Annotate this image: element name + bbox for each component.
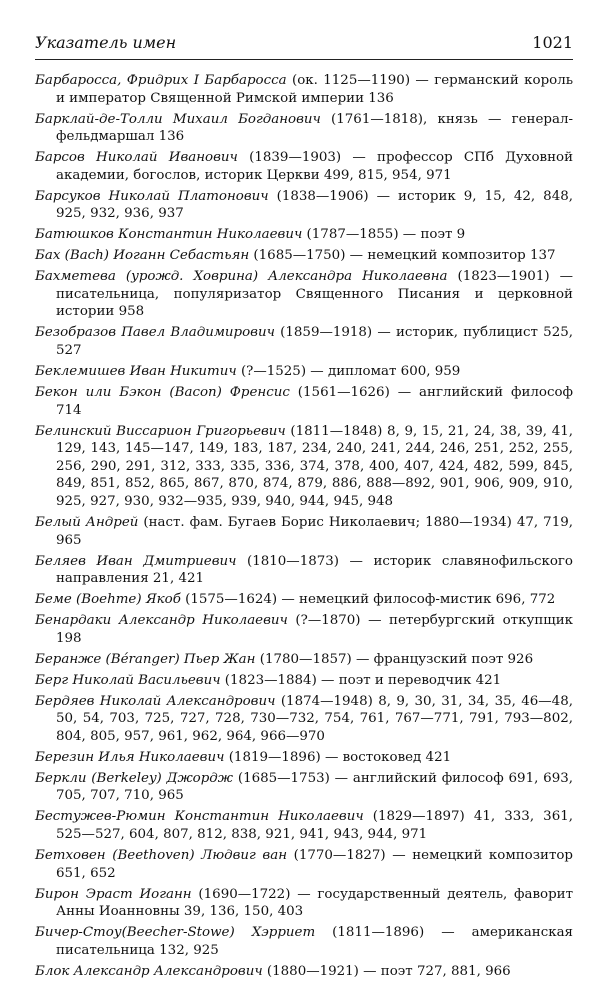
entry-name: Бекон или Бэкон (Bacon) Френсис — [35, 385, 290, 401]
entry-details: (ок. 1125—1190) — германский король и император Священной Римской империи 136 — [56, 73, 574, 106]
entry-details: (1811—1896) — американская писательница 132, 925 — [56, 925, 573, 958]
entry-details: (1838—1906) — историк 9, 15, 42, 848, 925, 932, 936, 937 — [56, 188, 573, 222]
index-entry — [35, 672, 573, 690]
entry-details: (1780—1857) — французский поэт 926 — [255, 651, 534, 667]
entry-details: (1575—1624) — немецкий философ-мистик 696, 772 — [180, 592, 556, 608]
index-entry — [35, 514, 573, 549]
entry-details: (1874—1948) 8, 9, 30, 31, 34, 35, 46—48, 50, 54, 703, 725, 727, 728, 730—732, 754, 761, 767—771, 791, 793—802, 804, 805, 957, 961, 962, 964, 966—970 — [56, 693, 573, 744]
entry-details: (1685—1750) — немецкий композитор 137 — [249, 248, 556, 264]
index-entry — [35, 363, 573, 381]
entry-details: (наст. фам. Бугаев Борис Николаевич; 1880—1934) 47, 719, 965 — [56, 514, 573, 548]
entry-name: Барклай-де-Толли Михаил Богданович — [35, 111, 321, 127]
running-title: Указатель имен — [35, 33, 177, 52]
entry-name: Бирон Эраст Иоганн — [35, 886, 192, 902]
index-entry — [35, 149, 573, 184]
index-entry — [35, 749, 573, 767]
index-entry — [35, 72, 573, 107]
entry-details: (1810—1873) — историк славянофильского направления 21, 421 — [56, 553, 573, 587]
entry-details: (1787—1855) — поэт 9 — [302, 227, 466, 243]
entry-name: Блок Александр Александрович — [35, 963, 263, 979]
entry-name: Бердяев Николай Александрович — [35, 693, 276, 709]
entry-details: (1880—1921) — поэт 727, 881, 966 — [262, 963, 511, 979]
index-entry — [35, 693, 573, 746]
entry-details: (1859—1918) — историк, публицист 525, 527 — [56, 325, 573, 359]
index-entry — [35, 226, 573, 244]
entry-details: (?—1870) — петербургский откупщик 198 — [56, 613, 573, 646]
entry-name: Берг Николай Васильевич — [35, 672, 221, 688]
entry-name: Бичер-Стоу(Beecher-Stowe) Хэрриет — [35, 925, 316, 941]
entry-details: (1690—1722) — государственный деятель, фаворит Анны Иоанновны 39, 136, 150, 403 — [56, 886, 574, 920]
entry-name: Бахметева (урожд. Ховрина) Александра Николаевна — [35, 269, 448, 285]
entry-name: Белый Андрей — [35, 514, 139, 530]
page-number: 1021 — [532, 33, 573, 52]
entry-name: Бетховен (Beethoven) Людвиг ван — [35, 847, 288, 863]
entry-name: Барбаросса, Фридрих I Барбаросса — [35, 73, 287, 88]
entry-details: (?—1525) — дипломат 600, 959 — [236, 364, 461, 380]
entry-details: (1561—1626) — английский философ 714 — [56, 385, 573, 418]
entry-details: (1770—1827) — немецкий композитор 651, 652 — [56, 847, 573, 881]
entry-details: (1811—1848) 8, 9, 15, 21, 24, 38, 39, 41, 129, 143, 145—147, 149, 183, 187, 234, 240, 241, 244, 246, 251, 252, 255, 256, 290, 291, 312, 333, 335, 336, 374, 378, 400, 407, 424, 482, 599, 845, 849, 851, 852, 865, 867, 870, 874, 879, 886, 888—892, 901, 906, 909, 910, 925, 927, 930, 932—935, 939, 940, 944, 945, 948 — [56, 423, 573, 509]
entry-details: (1761—1818), князь — генерал-фельдмаршал 136 — [56, 111, 573, 145]
index-entry — [35, 268, 573, 321]
index-entries — [35, 72, 573, 984]
entry-name: Батюшков Константин Николаевич — [35, 227, 303, 243]
entry-details: (1823—1901) — писательница, популяризатор Священного Писания и церковной истории 958 — [56, 269, 573, 320]
entry-name: Безобразов Павел Владимирович — [35, 325, 275, 341]
index-entry — [35, 963, 573, 981]
index-entry — [35, 591, 573, 609]
index-entry — [35, 847, 573, 882]
index-entry — [35, 808, 573, 843]
index-entry — [35, 612, 573, 647]
entry-name: Беляев Иван Дмитриевич — [35, 553, 237, 569]
page-header — [35, 33, 573, 53]
entry-details: (1839—1903) — профессор СПб Духовной академии, богослов, историк Церкви 499, 815, 954, 971 — [56, 150, 573, 183]
entry-name: Березин Илья Николаевич — [35, 749, 225, 765]
index-entry — [35, 247, 573, 265]
entry-name: Беранже (Béranger) Пьер Жан — [35, 651, 256, 667]
entry-name: Барсов Николай Иванович — [35, 150, 238, 166]
index-entry — [35, 111, 573, 146]
index-entry — [35, 423, 573, 511]
index-entry — [35, 886, 573, 921]
index-entry — [35, 924, 573, 959]
entry-details: (1685—1753) — английский философ 691, 693, 705, 707, 710, 965 — [56, 770, 573, 804]
entry-name: Белинский Виссарион Григорьевич — [35, 423, 286, 439]
index-entry — [35, 188, 573, 223]
index-entry — [35, 770, 573, 805]
entry-details: (1823—1884) — поэт и переводчик 421 — [220, 672, 502, 688]
entry-name: Бестужев-Рюмин Константин Николаевич — [35, 809, 364, 825]
entry-name: Беме (Boehme) Якоб — [35, 592, 181, 608]
index-entry — [35, 651, 573, 669]
header-rule — [35, 59, 573, 60]
entry-name: Беклемишев Иван Никитич — [35, 364, 237, 380]
index-entry — [35, 384, 573, 419]
entry-name: Бенардаки Александр Николаевич — [35, 613, 288, 629]
index-entry — [35, 553, 573, 588]
entry-name: Беркли (Berkeley) Джордж — [35, 770, 234, 786]
index-entry — [35, 324, 573, 359]
entry-name: Бах (Bach) Иоганн Себастьян — [35, 248, 250, 264]
entry-details: (1819—1896) — востоковед 421 — [224, 749, 452, 765]
entry-details: (1829—1897) 41, 333, 361, 525—527, 604, 807, 812, 838, 921, 941, 943, 944, 971 — [56, 809, 573, 842]
entry-name: Барсуков Николай Платонович — [35, 188, 269, 204]
